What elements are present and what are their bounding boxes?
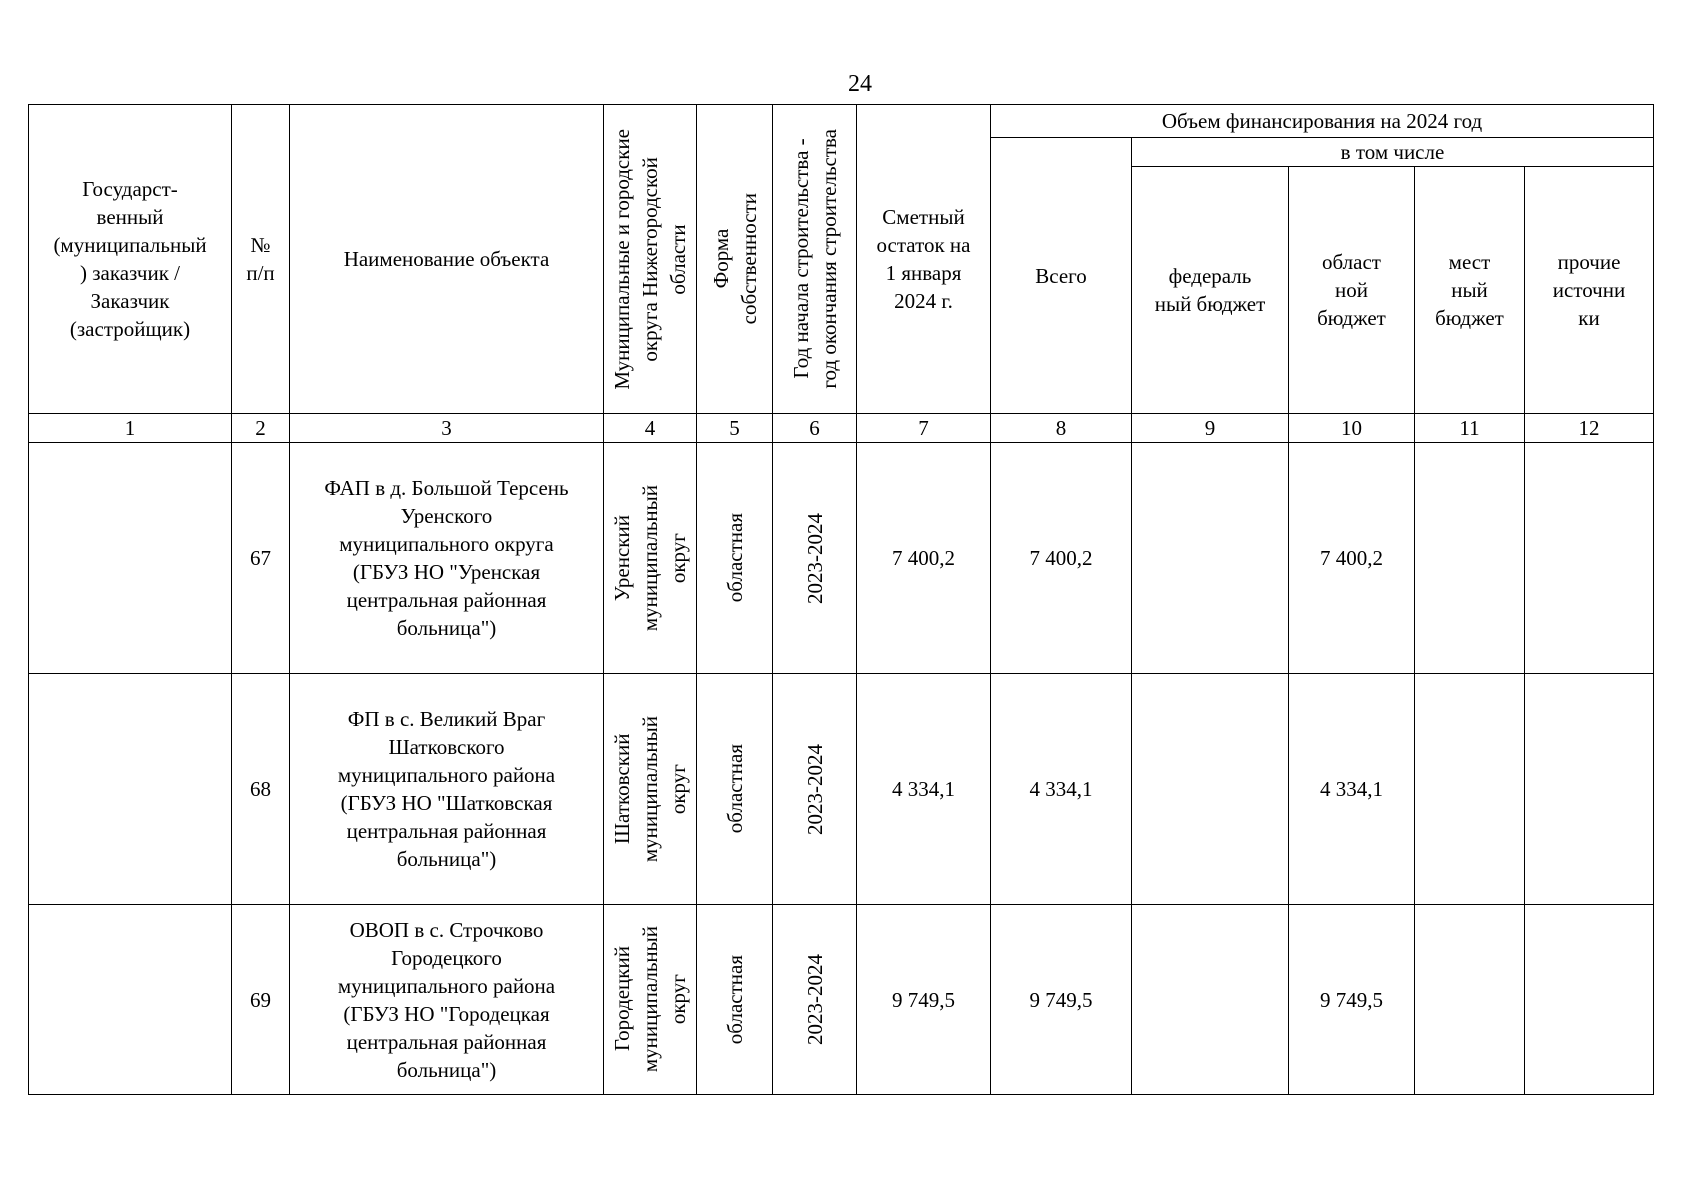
row-customer bbox=[29, 905, 232, 1095]
header-years-text: Год начала строительства - год окончания строительства bbox=[788, 129, 841, 389]
column-number: 6 bbox=[773, 414, 857, 443]
column-number-row bbox=[29, 414, 1654, 443]
row-num: 68 bbox=[232, 674, 290, 905]
row-total: 7 400,2 bbox=[991, 443, 1132, 674]
row-federal bbox=[1132, 905, 1289, 1095]
header-other: прочие источни ки bbox=[1525, 167, 1654, 414]
row-years bbox=[773, 443, 857, 674]
column-number: 5 bbox=[697, 414, 773, 443]
row-regional: 4 334,1 bbox=[1289, 674, 1415, 905]
row-ownership-text: областная bbox=[722, 513, 747, 603]
header-funding-title: Объем финансирования на 2024 год bbox=[991, 105, 1654, 138]
row-municipality-text: Шатковский муниципальный округ bbox=[610, 715, 690, 863]
row-other bbox=[1525, 443, 1654, 674]
row-other bbox=[1525, 905, 1654, 1095]
column-number: 11 bbox=[1415, 414, 1525, 443]
row-estimate: 7 400,2 bbox=[857, 443, 991, 674]
row-object-name: ФП в с. Великий Враг Шатковского муниципального района (ГБУЗ НО "Шатковская центральная районная больница") bbox=[290, 674, 604, 905]
column-number: 10 bbox=[1289, 414, 1415, 443]
row-ownership bbox=[697, 674, 773, 905]
row-other bbox=[1525, 674, 1654, 905]
header-federal: федераль ный бюджет bbox=[1132, 167, 1289, 414]
header-years bbox=[773, 105, 857, 414]
row-ownership-text: областная bbox=[722, 744, 747, 834]
header-including: в том числе bbox=[1132, 138, 1654, 167]
row-years bbox=[773, 674, 857, 905]
column-number: 12 bbox=[1525, 414, 1654, 443]
row-years-text: 2023-2024 bbox=[802, 512, 827, 604]
row-local bbox=[1415, 905, 1525, 1095]
row-federal bbox=[1132, 443, 1289, 674]
row-regional: 7 400,2 bbox=[1289, 443, 1415, 674]
column-number: 7 bbox=[857, 414, 991, 443]
header-regional: област ной бюджет bbox=[1289, 167, 1415, 414]
row-estimate: 4 334,1 bbox=[857, 674, 991, 905]
row-municipality bbox=[604, 443, 697, 674]
header-customer: Государст- венный (муниципальный ) заказчик / Заказчик (застройщик) bbox=[29, 105, 232, 414]
header-num: № п/п bbox=[232, 105, 290, 414]
header-ownership-text: Форма собственности bbox=[708, 193, 761, 325]
row-total: 9 749,5 bbox=[991, 905, 1132, 1095]
row-object-name: ФАП в д. Большой Терсень Уренского муниципального округа (ГБУЗ НО "Уренская центральная районная больница") bbox=[290, 443, 604, 674]
row-years-text: 2023-2024 bbox=[802, 743, 827, 835]
row-municipality-text: Городецкий муниципальный округ bbox=[610, 926, 690, 1073]
table-row bbox=[29, 674, 1654, 905]
row-customer bbox=[29, 443, 232, 674]
financing-table bbox=[28, 104, 1654, 1095]
column-number: 2 bbox=[232, 414, 290, 443]
row-total: 4 334,1 bbox=[991, 674, 1132, 905]
row-num: 69 bbox=[232, 905, 290, 1095]
header-municipality bbox=[604, 105, 697, 414]
row-municipality bbox=[604, 905, 697, 1095]
row-local bbox=[1415, 443, 1525, 674]
page-number: 24 bbox=[848, 71, 872, 97]
row-ownership bbox=[697, 905, 773, 1095]
header-local: мест ный бюджет bbox=[1415, 167, 1525, 414]
header-municipality-text: Муниципальные и городские округа Нижегородской области bbox=[610, 128, 690, 390]
row-years-text: 2023-2024 bbox=[802, 954, 827, 1045]
row-years bbox=[773, 905, 857, 1095]
row-regional: 9 749,5 bbox=[1289, 905, 1415, 1095]
row-local bbox=[1415, 674, 1525, 905]
row-municipality bbox=[604, 674, 697, 905]
header-total: Всего bbox=[991, 138, 1132, 414]
row-ownership bbox=[697, 443, 773, 674]
table-row bbox=[29, 905, 1654, 1095]
row-municipality-text: Уренский муниципальный округ bbox=[610, 484, 690, 632]
column-number: 9 bbox=[1132, 414, 1289, 443]
row-customer bbox=[29, 674, 232, 905]
row-federal bbox=[1132, 674, 1289, 905]
column-number: 1 bbox=[29, 414, 232, 443]
row-ownership-text: областная bbox=[722, 954, 747, 1045]
header-object-name: Наименование объекта bbox=[290, 105, 604, 414]
column-number: 3 bbox=[290, 414, 604, 443]
header-row-1 bbox=[29, 105, 1654, 138]
column-number: 8 bbox=[991, 414, 1132, 443]
header-ownership bbox=[697, 105, 773, 414]
table-row bbox=[29, 443, 1654, 674]
header-estimate: Сметный остаток на 1 января 2024 г. bbox=[857, 105, 991, 414]
row-estimate: 9 749,5 bbox=[857, 905, 991, 1095]
column-number: 4 bbox=[604, 414, 697, 443]
row-num: 67 bbox=[232, 443, 290, 674]
row-object-name: ОВОП в с. Строчково Городецкого муниципального района (ГБУЗ НО "Городецкая центральная районная больница") bbox=[290, 905, 604, 1095]
